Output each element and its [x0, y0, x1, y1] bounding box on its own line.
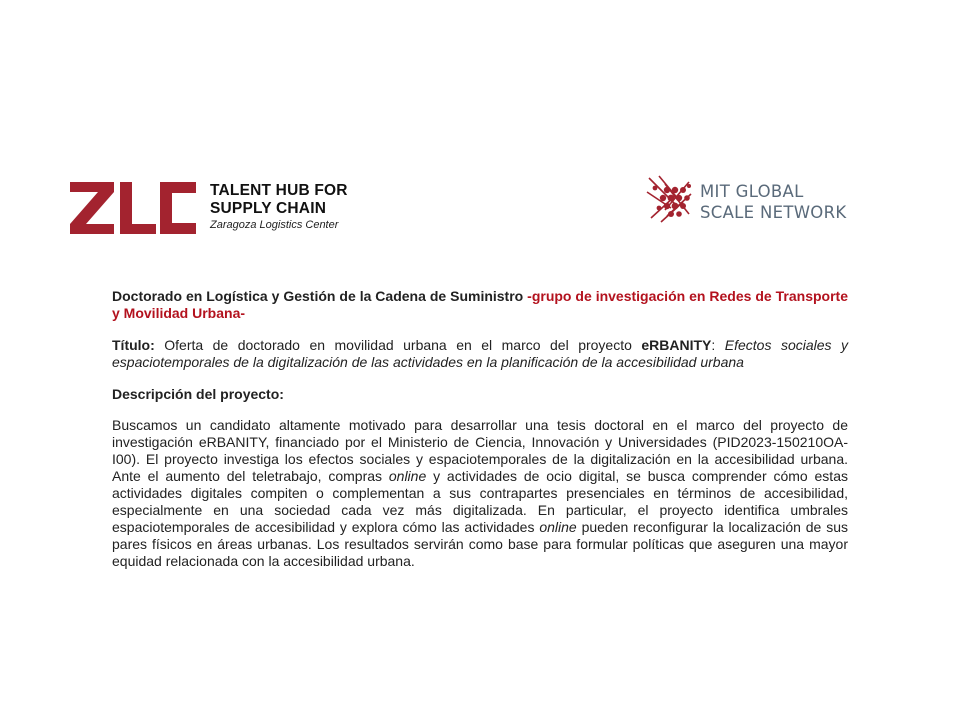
mit-gsn-logo-text — [700, 181, 846, 223]
project-name: eRBANITY — [641, 337, 712, 353]
description-part-1: Buscamos un candidato altamente motivado para desarrollar una tesis doctoral en el marco del proyecto de investigación eRBANITY, financiado por el Ministerio de Ciencia, Innovación y Universidades (PID2023-150210OA-I00). El proyecto investiga los efectos sociales y espaciotemporales de la digitalización en la accesibilidad urbana. Ante el aumento del teletrabajo, compras — [112, 417, 848, 484]
description-part-3: pueden reconfigurar la localización de sus pares físicos en áreas urbanas. Los resultados servirán como base para formular políticas que aseguren una mayor equidad relacionada con la accesibilidad urbana. — [112, 519, 848, 569]
online-term-1: online — [388, 468, 427, 484]
mit-gsn-logo — [645, 174, 875, 230]
zlc-logo-mark — [70, 182, 198, 234]
project-subtitle: Efectos sociales y espaciotemporales de la digitalización de las actividades en la planificación de la accesibilidad urbana — [112, 337, 849, 370]
offer-title — [112, 337, 848, 371]
online-term-2: online — [539, 519, 577, 535]
mit-logo-line-1: MIT GLOBAL — [700, 182, 804, 201]
zlc-tagline-2: SUPPLY CHAIN — [210, 200, 327, 217]
description-paragraph — [112, 417, 848, 570]
description-part-2: y actividades de ocio digital, se busca comprender cómo estas actividades digitales compiten o complementan a sus contrapartes presenciales en términos de accesibilidad, especialmente en una sociedad cada vez más digitalizada. En particular, el proyecto identifica umbrales espaciotemporales de accesibilidad y explora cómo las actividades — [112, 468, 848, 535]
description-heading: Descripción del proyecto: — [112, 386, 284, 402]
network-node-icon — [645, 174, 695, 226]
title-label: Título: — [112, 337, 155, 353]
mit-logo-line-2: SCALE NETWORK — [700, 203, 847, 222]
zlc-logo — [70, 180, 360, 236]
program-heading — [112, 288, 848, 322]
zlc-logo-text — [210, 182, 348, 232]
document-body — [112, 288, 848, 570]
zlc-tagline-3: Zaragoza Logistics Center — [210, 219, 339, 231]
title-colon: : — [711, 337, 716, 353]
research-group: -grupo de investigación en Redes de Transporte y Movilidad Urbana- — [112, 288, 848, 321]
title-text: Oferta de doctorado en movilidad urbana en el marco del proyecto — [154, 337, 642, 353]
zlc-tagline-1: TALENT HUB FOR — [210, 182, 348, 199]
program-name: Doctorado en Logística y Gestión de la Cadena de Suministro — [112, 288, 524, 304]
